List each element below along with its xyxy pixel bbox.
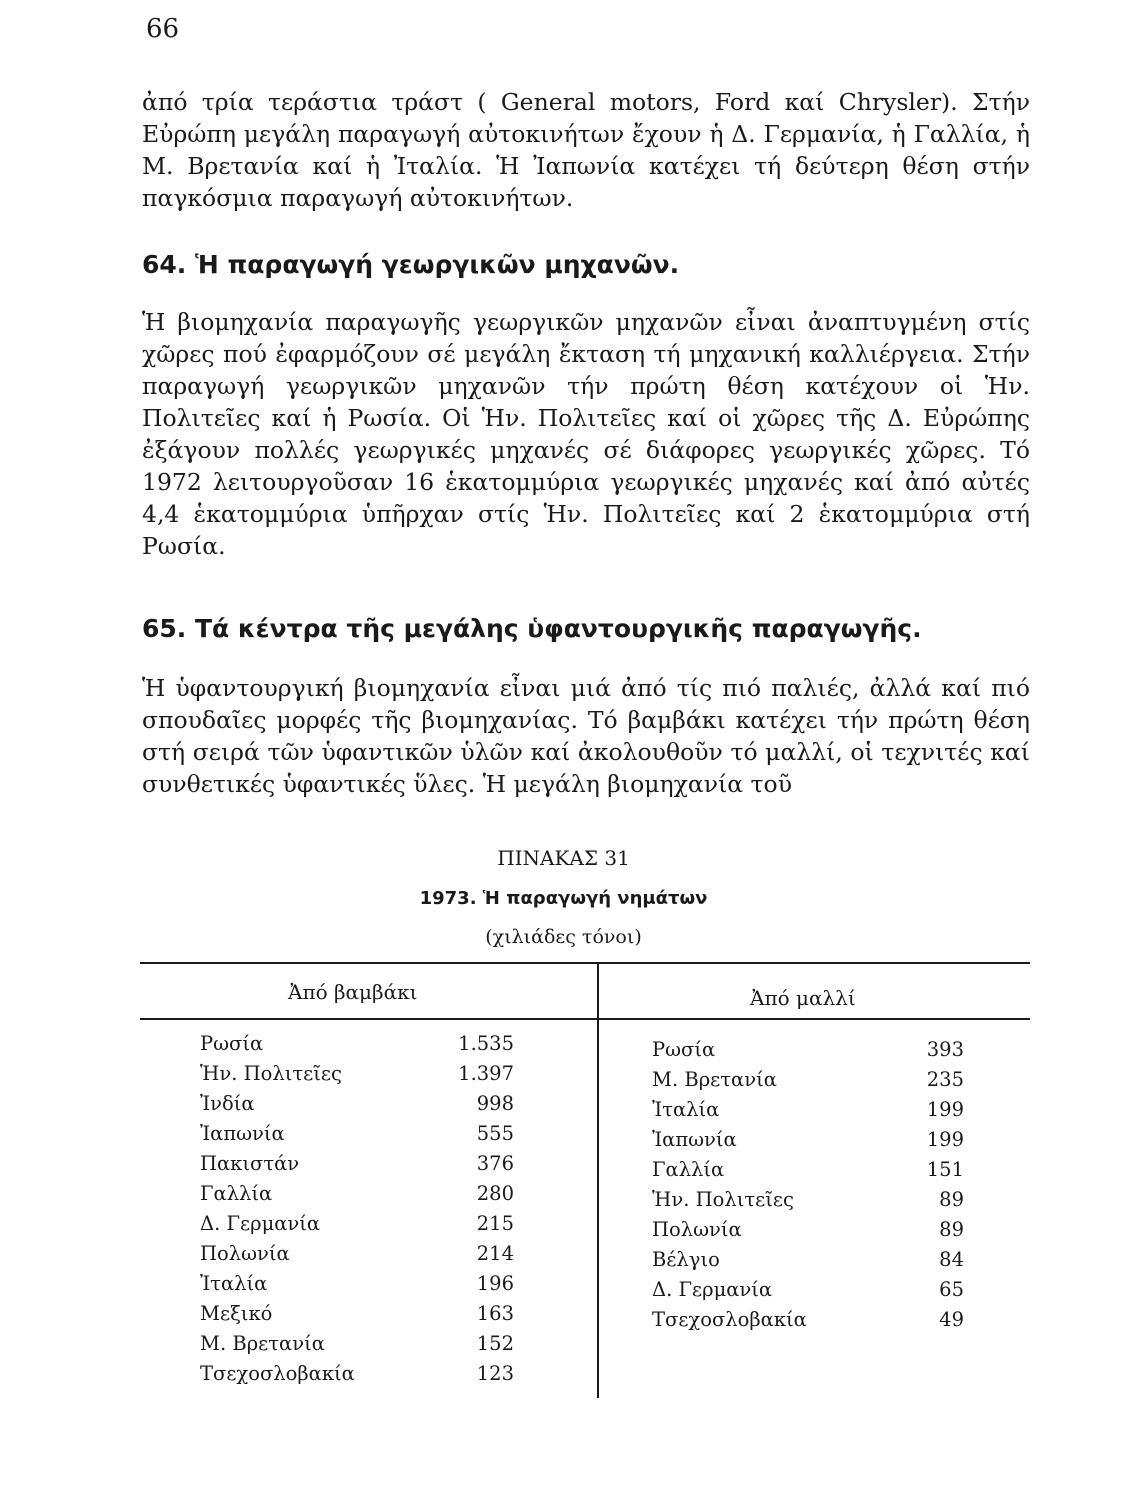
table-row bbox=[652, 1188, 964, 1218]
production-value: 89 bbox=[939, 1218, 964, 1241]
table-caption: ΠΙΝΑΚΑΣ 31 bbox=[497, 846, 630, 870]
production-value: 163 bbox=[476, 1302, 514, 1325]
production-value: 393 bbox=[926, 1038, 964, 1061]
country-name: Γαλλία bbox=[652, 1158, 725, 1181]
table-row bbox=[200, 1362, 514, 1392]
table-row bbox=[200, 1332, 514, 1362]
country-name: Ἰνδία bbox=[200, 1092, 255, 1115]
paragraph-agricultural-machinery: Ἡ βιομηχανία παραγωγῆς γεωργικῶν μηχανῶν εἶναι ἀναπτυγμένη στίς χῶρες πού ἐφαρμόζουν σέ μεγάλη ἔκταση τή μηχανική καλλιέργεια. Στήν παραγωγή γεωργικῶν μηχανῶν τήν πρώτη θέση κατέχουν οἱ Ἡν. Πολιτεῖες καί ἡ Ρωσία. Οἱ Ἡν. Πολιτεῖες καί οἱ χῶρες τῆς Δ. Εὐρώπης ἐξάγουν πολλές γεωργικές μηχανές σέ διάφορες γεωργικές χῶρες. Τό 1972 λειτουργοῦσαν 16 ἑκατομμύρια γεωργικές μηχανές καί ἀπό αὐτές 4,4 ἑκατομμύρια ὑπῆρχαν στίς Ἡν. Πολιτεῖες καί 2 ἑκατομμύρια στή Ρωσία. bbox=[142, 308, 1030, 560]
country-name: Ρωσία bbox=[200, 1032, 264, 1055]
production-value: 376 bbox=[476, 1152, 514, 1175]
production-value: 123 bbox=[476, 1362, 514, 1385]
country-name: Μ. Βρετανία bbox=[200, 1332, 325, 1355]
production-value: 89 bbox=[939, 1188, 964, 1211]
table-row bbox=[652, 1038, 964, 1068]
country-name: Δ. Γερμανία bbox=[200, 1212, 321, 1235]
production-value: 555 bbox=[476, 1122, 514, 1145]
country-name: Πακιστάν bbox=[200, 1152, 300, 1175]
production-value: 196 bbox=[476, 1272, 514, 1295]
table-row bbox=[200, 1062, 514, 1092]
table-header-rule bbox=[140, 1018, 1030, 1020]
table-row bbox=[200, 1092, 514, 1122]
paragraph-automobiles: ἀπό τρία τεράστια τράστ ( General motors, Ford καί Chrysler). Στήν Εὐρώπη μεγάλη παραγωγή αὐτοκινήτων ἔχουν ἡ Δ. Γερμανία, ἡ Γαλλία, ἡ Μ. Βρετανία καί ἡ Ἰταλία. Ἡ Ἰαπωνία κατέχει τή δεύτερη θέση στήν παγκόσμια παραγωγή αὐτοκινήτων. bbox=[142, 88, 1030, 212]
production-value: 199 bbox=[926, 1128, 964, 1151]
country-name: Γαλλία bbox=[200, 1182, 273, 1205]
table-row bbox=[200, 1122, 514, 1152]
table-row bbox=[200, 1302, 514, 1332]
country-name: Ρωσία bbox=[652, 1038, 716, 1061]
page-number: 66 bbox=[146, 14, 180, 44]
production-value: 199 bbox=[926, 1098, 964, 1121]
table-row bbox=[652, 1128, 964, 1158]
section-heading-64: 64. Ἡ παραγωγή γεωργικῶν μηχανῶν. bbox=[142, 250, 680, 279]
wool-column-header: Ἀπό μαλλί bbox=[750, 986, 856, 1010]
table-row bbox=[200, 1152, 514, 1182]
country-name: Δ. Γερμανία bbox=[652, 1278, 773, 1301]
table-row bbox=[200, 1182, 514, 1212]
section-heading-65: 65. Τά κέντρα τῆς μεγάλης ὑφαντουργικῆς παραγωγῆς. bbox=[142, 614, 922, 643]
production-value: 215 bbox=[476, 1212, 514, 1235]
country-name: Τσεχοσλοβακία bbox=[652, 1308, 807, 1331]
table-row bbox=[200, 1272, 514, 1302]
table-row bbox=[652, 1278, 964, 1308]
production-value: 65 bbox=[939, 1278, 964, 1301]
country-name: Τσεχοσλοβακία bbox=[200, 1362, 355, 1385]
country-name: Μεξικό bbox=[200, 1302, 273, 1325]
table-row bbox=[200, 1212, 514, 1242]
country-name: Βέλγιο bbox=[652, 1248, 720, 1271]
production-value: 1.535 bbox=[458, 1032, 514, 1055]
production-value: 152 bbox=[476, 1332, 514, 1355]
table-row bbox=[652, 1068, 964, 1098]
country-name: Πολωνία bbox=[652, 1218, 742, 1241]
table-row bbox=[652, 1248, 964, 1278]
country-name: Ἡν. Πολιτεῖες bbox=[200, 1062, 342, 1085]
paragraph-textiles: Ἡ ὑφαντουργική βιομηχανία εἶναι μιά ἀπό τίς πιό παλιές, ἀλλά καί πιό σπουδαῖες μορφές τῆς βιομηχανίας. Τό βαμβάκι κατέχει τήν πρώτη θέση στή σειρά τῶν ὑφαντικῶν ὑλῶν καί ἀκολουθοῦν τό μαλλί, οἱ τεχνιτές καί συνθετικές ὑφαντικές ὕλες. Ἡ μεγάλη βιομηχανία τοῦ bbox=[142, 674, 1030, 798]
table-subtitle: 1973. Ἡ παραγωγή νημάτων bbox=[419, 888, 708, 909]
production-value: 1.397 bbox=[458, 1062, 514, 1085]
country-name: Ἰαπωνία bbox=[200, 1122, 285, 1145]
cotton-column-header: Ἀπό βαμβάκι bbox=[288, 980, 418, 1004]
table-row bbox=[200, 1242, 514, 1272]
country-name: Ἡν. Πολιτεῖες bbox=[652, 1188, 794, 1211]
table-row bbox=[200, 1032, 514, 1062]
production-value: 151 bbox=[926, 1158, 964, 1181]
country-name: Πολωνία bbox=[200, 1242, 290, 1265]
production-value: 214 bbox=[476, 1242, 514, 1265]
production-value: 235 bbox=[926, 1068, 964, 1091]
table-row bbox=[652, 1218, 964, 1248]
country-name: Ἰαπωνία bbox=[652, 1128, 737, 1151]
table-row bbox=[652, 1308, 964, 1338]
production-value: 84 bbox=[939, 1248, 964, 1271]
table-row bbox=[652, 1098, 964, 1128]
table-top-rule bbox=[140, 962, 1030, 964]
table-unit: (χιλιάδες τόνοι) bbox=[485, 926, 642, 948]
production-value: 998 bbox=[476, 1092, 514, 1115]
country-name: Ἰταλία bbox=[200, 1272, 268, 1295]
production-value: 280 bbox=[476, 1182, 514, 1205]
table-column-divider bbox=[597, 963, 599, 1398]
production-value: 49 bbox=[939, 1308, 964, 1331]
country-name: Μ. Βρετανία bbox=[652, 1068, 777, 1091]
table-row bbox=[652, 1158, 964, 1188]
country-name: Ἰταλία bbox=[652, 1098, 720, 1121]
